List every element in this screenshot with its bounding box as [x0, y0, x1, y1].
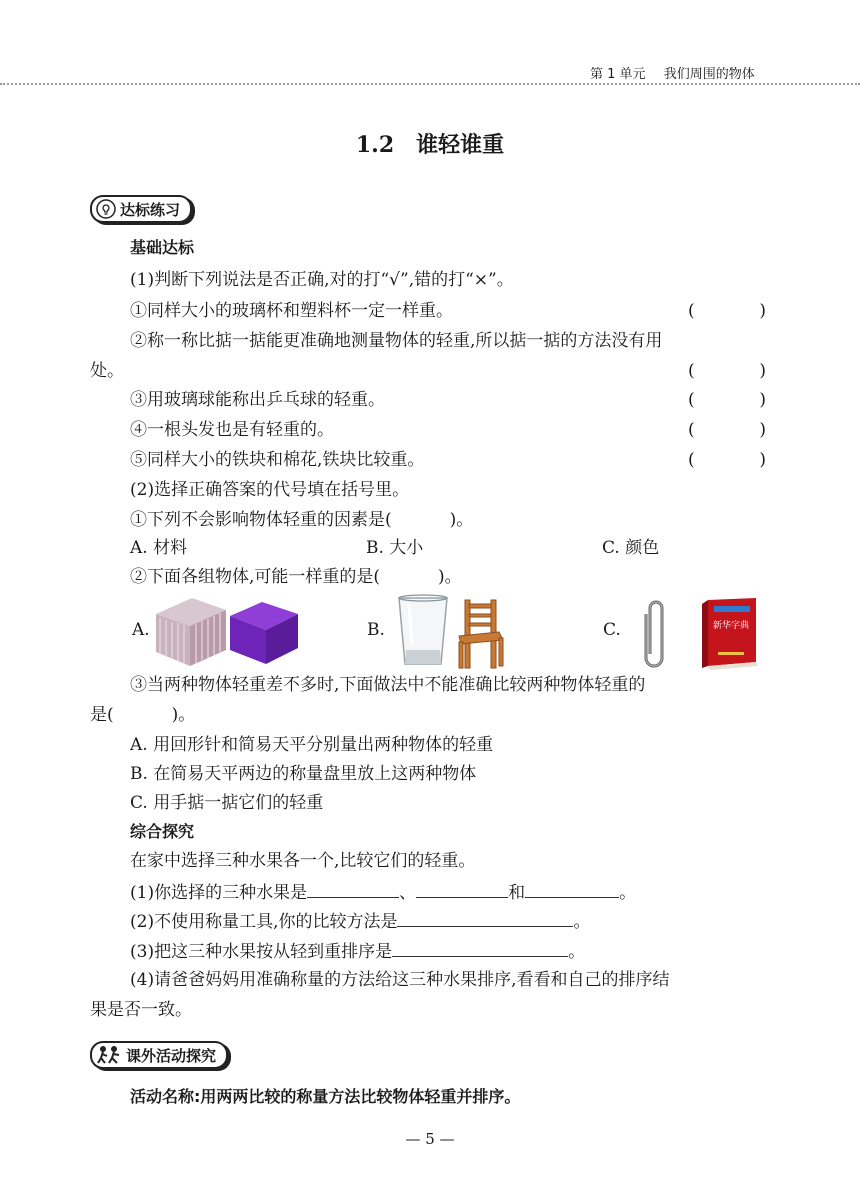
q1-item-3: ③用玻璃球能称出乒乓球的轻重。 [130, 390, 385, 410]
q2-2-stem: ②下面各组物体,可能一样重的是( )。 [130, 567, 462, 587]
answer-paren-3[interactable]: ( ) [688, 390, 766, 410]
unit-title: 我们周围的物体 [663, 67, 755, 82]
q2-3-stem-cont: 是( )。 [90, 705, 196, 725]
glass-and-chair-image [395, 594, 515, 670]
explore-heading: 综合探究 [130, 822, 195, 841]
fruit-blank-3[interactable] [525, 881, 619, 898]
header-divider [0, 83, 860, 85]
q2-1-stem: ①下列不会影响物体轻重的因素是( )。 [130, 510, 474, 530]
q2-2-label-a: A. [132, 620, 150, 640]
q2-3-option-a: A. 用回形针和简易天平分别量出两种物体的轻重 [130, 735, 494, 755]
dictionary-image [700, 596, 762, 670]
paperclip-image [640, 594, 670, 670]
q1-item-4: ④一根头发也是有轻重的。 [130, 420, 334, 440]
answer-paren-5[interactable]: ( ) [688, 450, 766, 470]
extracurricular-badge-label: 课外活动探究 [126, 1046, 217, 1065]
explore-q4: (4)请爸爸妈妈用准确称量的方法给这三种水果排序,看看和自己的排序结 [130, 970, 670, 990]
method-blank[interactable] [397, 910, 573, 927]
q2-3-option-c: C. 用手掂一掂它们的轻重 [130, 793, 324, 813]
q2-3-option-b: B. 在简易天平两边的称量盘里放上这两种物体 [130, 764, 477, 784]
explore-q1: (1)你选择的三种水果是 、 和 。 [130, 883, 637, 903]
extracurricular-badge [90, 1042, 228, 1068]
practice-badge [90, 196, 192, 222]
dictionary-title: 新华字典 [713, 621, 750, 631]
lightbulb-icon [96, 199, 116, 219]
q2-1-option-a: A. 材料 [130, 538, 188, 558]
answer-paren-4[interactable]: ( ) [688, 420, 766, 440]
answer-paren-1[interactable]: ( ) [688, 301, 766, 321]
basic-heading: 基础达标 [130, 238, 195, 257]
unit-number: 第 1 单元 [590, 67, 646, 82]
q2-1-option-c: C. 颜色 [602, 538, 660, 558]
q1-item-1: ①同样大小的玻璃杯和塑料杯一定一样重。 [130, 301, 453, 321]
fruit-blank-2[interactable] [416, 881, 508, 898]
q2-2-label-b: B. [367, 620, 385, 640]
order-blank[interactable] [392, 940, 568, 957]
practice-badge-label: 达标练习 [120, 200, 181, 219]
q1-item-2-cont: 处。 [90, 361, 124, 381]
q1-intro: (1)判断下列说法是否正确,对的打“√”,错的打“×”。 [130, 270, 514, 290]
q1-item-2: ②称一称比掂一掂能更准确地测量物体的轻重,所以掂一掂的方法没有用 [130, 331, 663, 351]
explore-q2: (2)不使用称量工具,你的比较方法是 。 [130, 912, 591, 932]
explore-q3: (3)把这三种水果按从轻到重排序是 。 [130, 942, 586, 962]
q2-3-stem: ③当两种物体轻重差不多时,下面做法中不能准确比较两种物体轻重的 [130, 675, 646, 695]
page-number: — 5 — [405, 1130, 455, 1148]
q1-item-5: ⑤同样大小的铁块和棉花,铁块比较重。 [130, 450, 425, 470]
q2-intro: (2)选择正确答案的代号填在括号里。 [130, 480, 410, 500]
q2-2-label-c: C. [603, 620, 621, 640]
answer-paren-2[interactable]: ( ) [688, 361, 766, 381]
page-title: 1.2 谁轻谁重 [355, 132, 505, 158]
q2-1-option-b: B. 大小 [366, 538, 424, 558]
explore-q4-cont: 果是否一致。 [90, 1000, 192, 1020]
wood-and-metal-cubes-image [152, 592, 302, 668]
running-figures-icon [96, 1045, 122, 1065]
running-header [590, 63, 755, 82]
fruit-blank-1[interactable] [307, 881, 399, 898]
activity-name: 活动名称:用两两比较的称量方法比较物体轻重并排序。 [130, 1087, 521, 1106]
explore-intro: 在家中选择三种水果各一个,比较它们的轻重。 [130, 851, 476, 871]
